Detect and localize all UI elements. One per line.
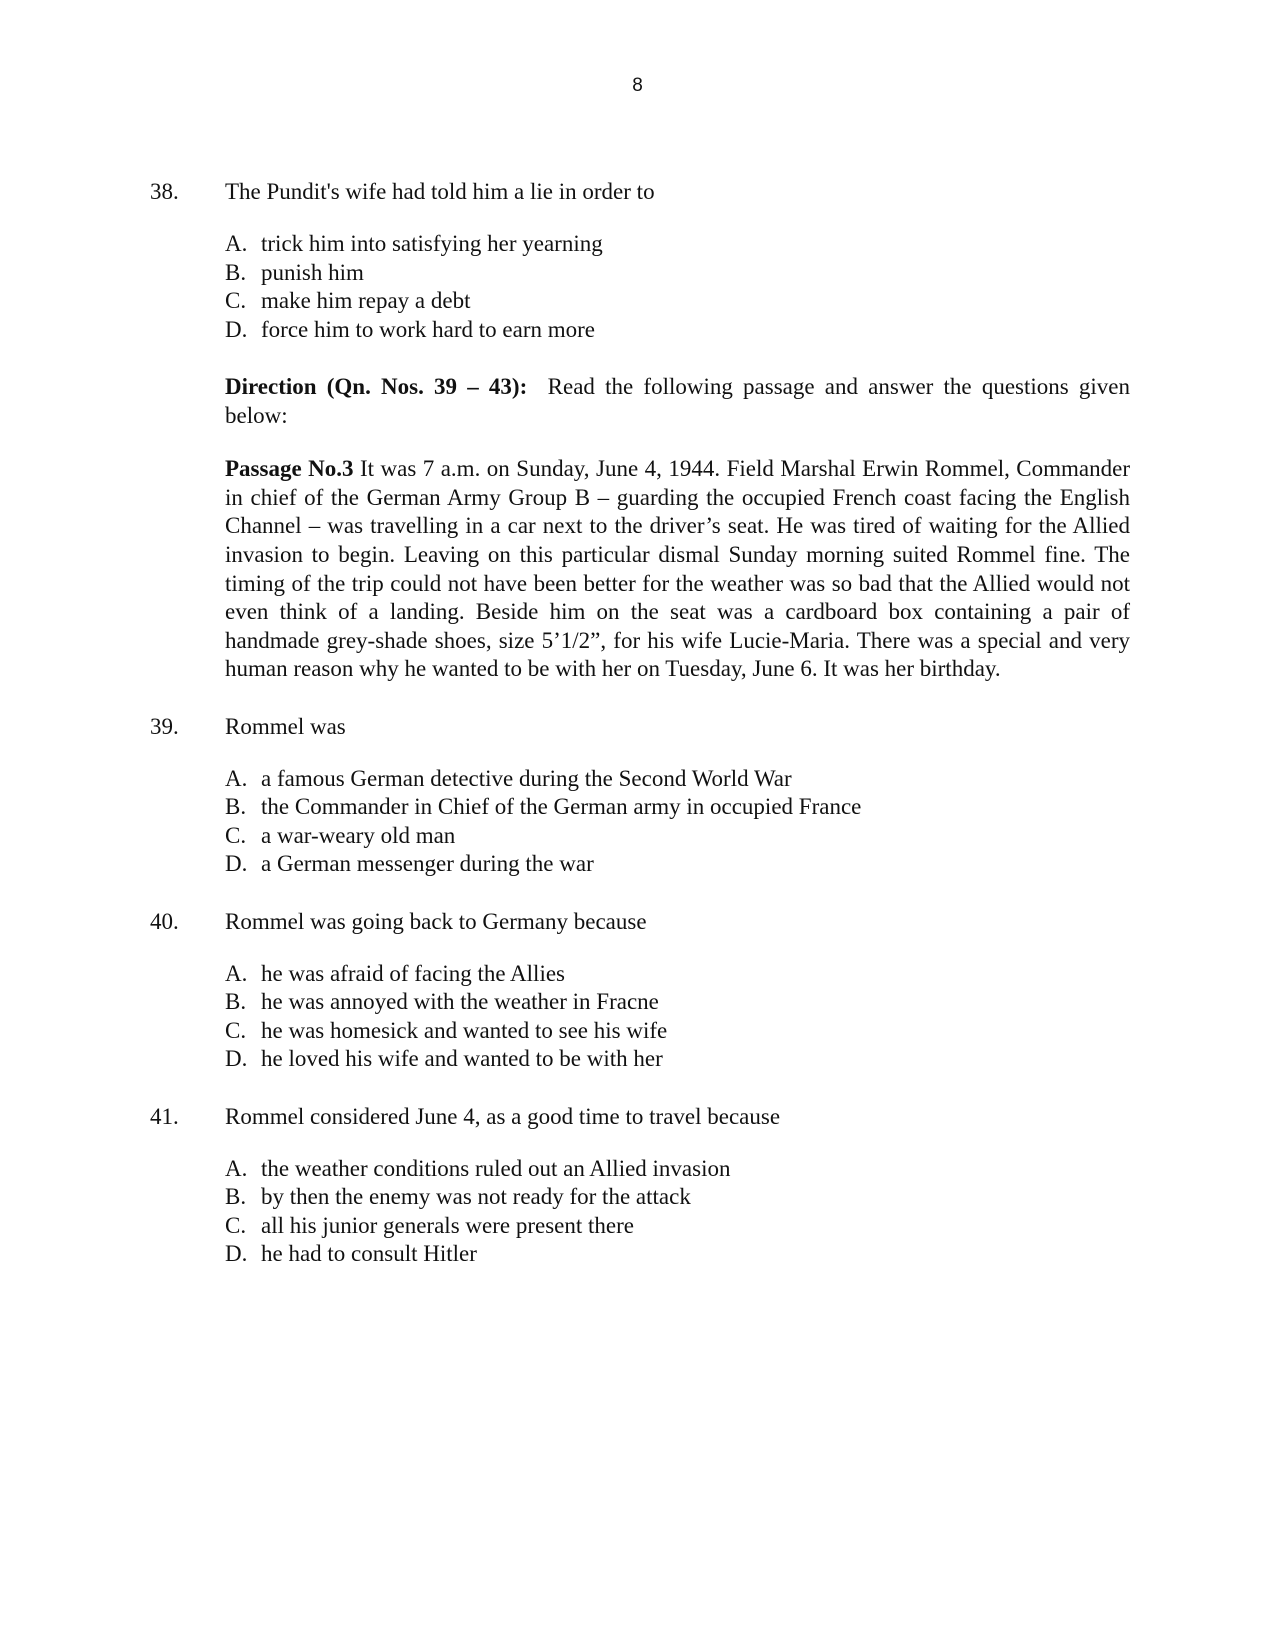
- option-text: force him to work hard to earn more: [261, 316, 596, 342]
- option-a: [225, 960, 1130, 989]
- passage: [225, 455, 1130, 684]
- option-c: [225, 822, 1130, 851]
- option-text: punish him: [261, 259, 364, 285]
- option-letter: D.: [225, 851, 248, 877]
- option-text: make him repay a debt: [261, 288, 471, 313]
- option-d: [225, 1045, 1130, 1074]
- option-letter: C.: [225, 288, 247, 313]
- option-letter: A.: [225, 231, 248, 256]
- direction-text: Read the following passage and answer the questions given below:: [225, 374, 1131, 428]
- option-letter: C.: [225, 1017, 247, 1043]
- option-text: he had to consult Hitler: [261, 1241, 477, 1267]
- question-number: 39.: [150, 713, 179, 739]
- option-text: all his junior generals were present there: [261, 1212, 634, 1238]
- question-stem: Rommel was: [225, 713, 346, 739]
- option-text: the Commander in Chief of the German army in occupied France: [261, 794, 862, 820]
- option-text: he was afraid of facing the Allies: [261, 960, 565, 986]
- passage-text: It was 7 a.m. on Sunday, June 4, 1944. Field Marshal Erwin Rommel, Commander in chief of the German Army Group B – guarding the occupied French coast facing the English Channel – was travelling in a car next to the driver’s seat. He was tired of waiting for the Allied invasion to begin. Leaving on this particular dismal Sunday morning suited Rommel fine. The timing of the trip could not have been better for the weather was so bad that the Allied would not even think of a landing. Beside him on the seat was a cardboard box containing a pair of handmade grey-shade shoes, size 5’1/2”, for his wife Lucie-Maria. There was a special and very human reason why he wanted to be with her on Tuesday, June 6. It was her birthday.: [225, 456, 1131, 682]
- option-letter: D.: [225, 1241, 248, 1267]
- question-40: [150, 908, 1130, 936]
- option-text: trick him into satisfying her yearning: [261, 231, 603, 256]
- option-a: [225, 230, 1130, 259]
- option-text: a German messenger during the war: [261, 851, 594, 877]
- options-41: [225, 1155, 1130, 1269]
- page-content: [150, 178, 1130, 1269]
- passage-label: Passage No.3: [225, 456, 354, 482]
- question-number: 40.: [150, 908, 179, 934]
- option-text: he was annoyed with the weather in Fracne: [261, 989, 659, 1015]
- option-letter: A.: [225, 960, 248, 986]
- page-number: 8: [632, 75, 643, 96]
- option-c: [225, 287, 1130, 316]
- option-text: he was homesick and wanted to see his wife: [261, 1017, 668, 1043]
- option-letter: D.: [225, 1046, 248, 1072]
- option-letter: C.: [225, 822, 247, 848]
- option-c: [225, 1017, 1130, 1046]
- option-text: the weather conditions ruled out an Allied invasion: [261, 1155, 731, 1181]
- option-c: [225, 1212, 1130, 1241]
- question-number: 38.: [150, 179, 179, 204]
- option-b: [225, 988, 1130, 1017]
- option-letter: A.: [225, 765, 248, 791]
- option-a: [225, 765, 1130, 794]
- question-38: [150, 178, 1130, 206]
- option-letter: B.: [225, 1184, 247, 1210]
- option-d: [225, 850, 1130, 879]
- option-text: he loved his wife and wanted to be with her: [261, 1046, 663, 1072]
- option-text: a war-weary old man: [261, 822, 456, 848]
- question-41: [150, 1103, 1130, 1131]
- option-text: by then the enemy was not ready for the attack: [261, 1184, 691, 1210]
- direction: [225, 373, 1130, 430]
- option-b: [225, 259, 1130, 288]
- question-stem: The Pundit's wife had told him a lie in order to: [225, 179, 655, 204]
- options-40: [225, 960, 1130, 1074]
- option-d: [225, 316, 1130, 345]
- option-letter: B.: [225, 259, 247, 285]
- option-d: [225, 1240, 1130, 1269]
- option-letter: D.: [225, 316, 248, 342]
- options-38: [225, 230, 1130, 344]
- option-letter: A.: [225, 1155, 248, 1181]
- question-stem: Rommel was going back to Germany because: [225, 908, 647, 934]
- question-stem: Rommel considered June 4, as a good time to travel because: [225, 1103, 781, 1129]
- option-letter: B.: [225, 989, 247, 1015]
- option-text: a famous German detective during the Second World War: [261, 765, 792, 791]
- option-a: [225, 1155, 1130, 1184]
- question-number: 41.: [150, 1103, 179, 1129]
- option-letter: C.: [225, 1212, 247, 1238]
- option-letter: B.: [225, 794, 247, 820]
- question-39: [150, 713, 1130, 741]
- direction-label: Direction (Qn. Nos. 39 – 43):: [225, 374, 528, 399]
- option-b: [225, 1183, 1130, 1212]
- option-b: [225, 793, 1130, 822]
- options-39: [225, 765, 1130, 879]
